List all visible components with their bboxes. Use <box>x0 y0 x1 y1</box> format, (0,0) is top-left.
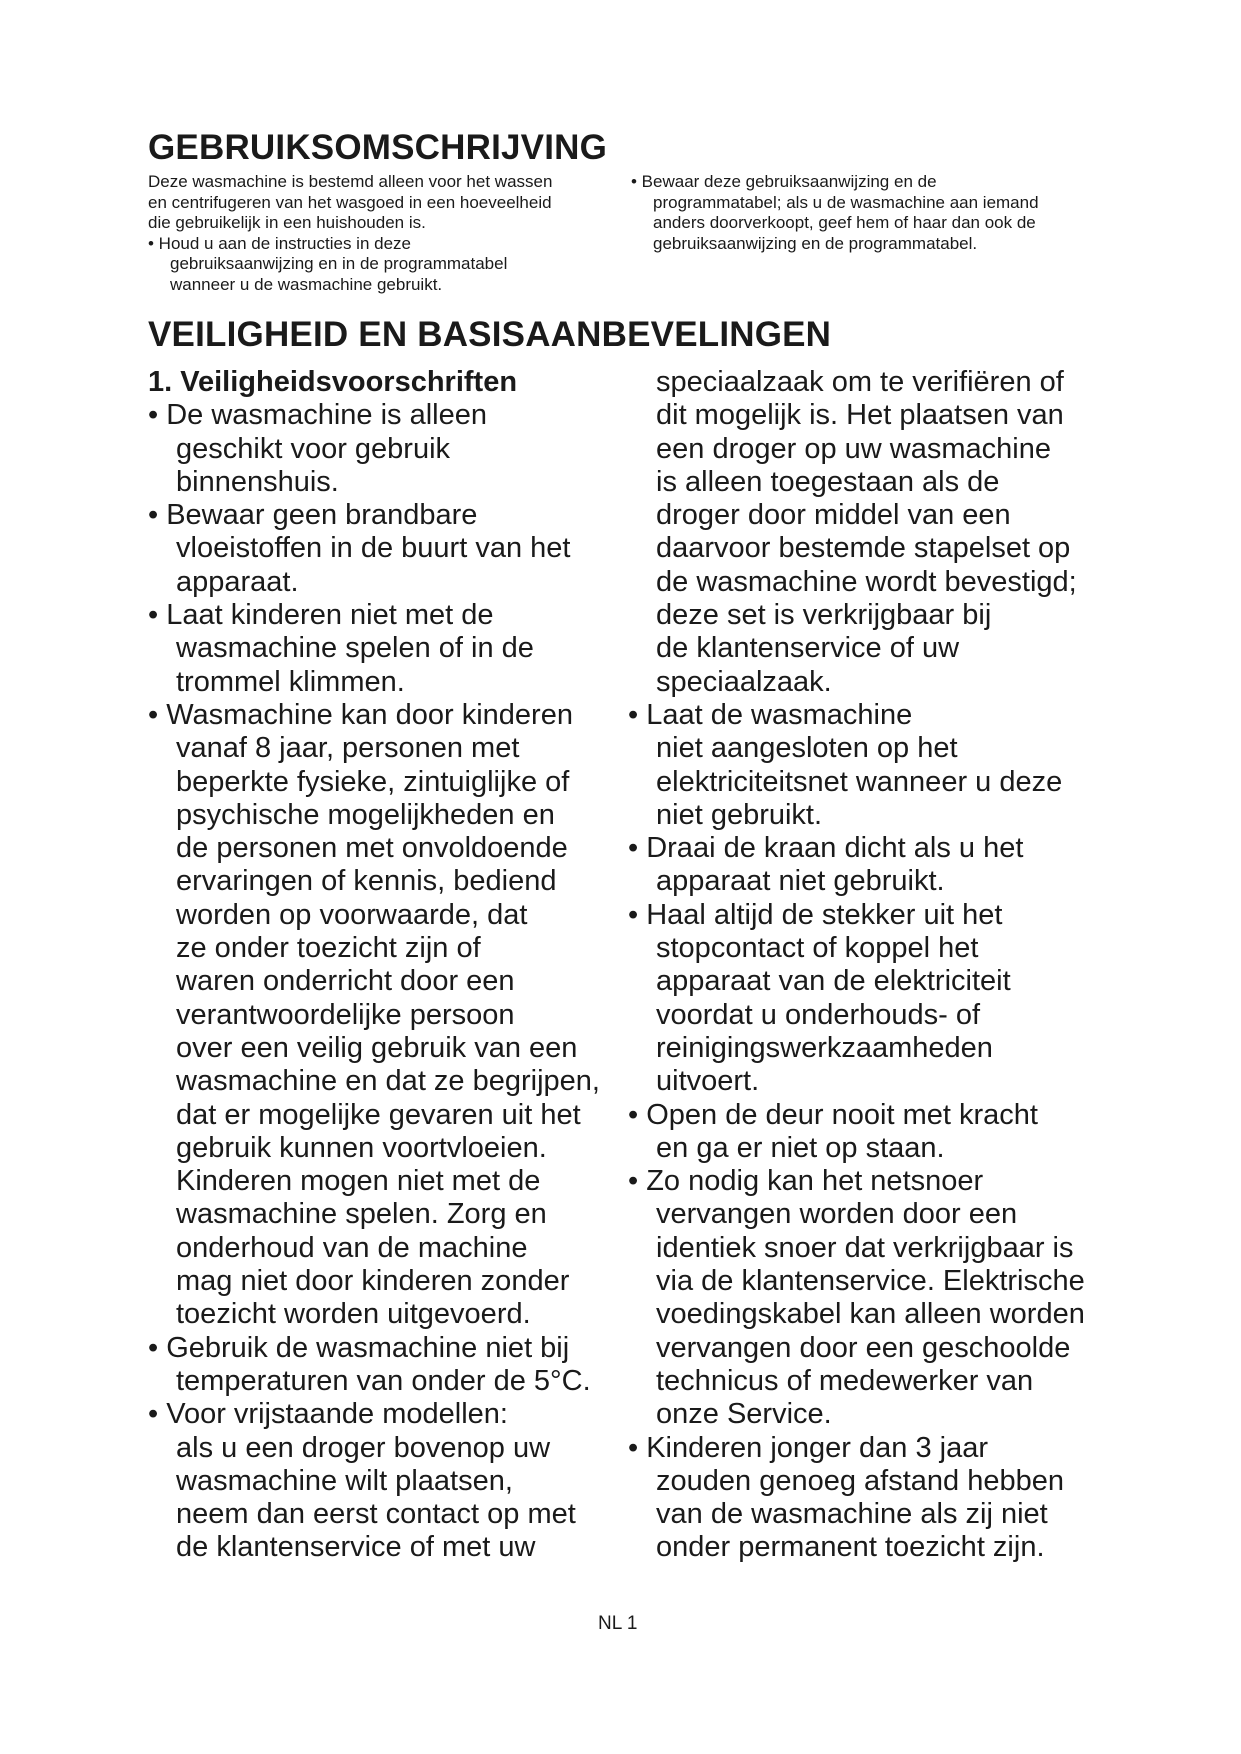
text-line: de wasmachine wordt bevestigd; <box>656 565 1077 598</box>
bullet-line: • Kinderen jonger dan 3 jaar <box>628 1431 989 1464</box>
text-line: binnenshuis. <box>176 465 339 498</box>
bullet-line: • Wasmachine kan door kinderen <box>148 698 573 731</box>
text-line: apparaat van de elektriciteit <box>656 965 1011 998</box>
page-number: NL 1 <box>598 1613 638 1634</box>
text-line: gebruiksaanwijzing en in de programmatabel <box>170 254 508 273</box>
text-line: worden op voorwaarde, dat <box>176 898 528 931</box>
text-line: programmatabel; als u de wasmachine aan iemand <box>653 192 1039 212</box>
text-line: dat er mogelijke gevaren uit het <box>176 1098 581 1131</box>
bullet-line: • Zo nodig kan het netsnoer <box>628 1165 984 1198</box>
text-line: wasmachine en dat ze begrijpen, <box>176 1065 600 1098</box>
text-line: uitvoert. <box>656 1065 760 1098</box>
bullet-line: • Draai de kraan dicht als u het <box>628 832 1024 865</box>
text-line: elektriciteitsnet wanneer u deze <box>656 765 1063 798</box>
text-line: niet aangesloten op het <box>656 732 958 765</box>
text-line: vanaf 8 jaar, personen met <box>176 732 520 765</box>
safety-left-column <box>148 366 628 1565</box>
text-line: niet gebruikt. <box>656 798 823 831</box>
text-line: de klantenservice of uw <box>656 632 960 665</box>
text-line: daarvoor bestemde stapelset op <box>656 532 1071 565</box>
text-line: de klantenservice of met uw <box>176 1531 536 1564</box>
text-line: wasmachine wilt plaatsen, <box>176 1464 513 1497</box>
text-line: dit mogelijk is. Het plaatsen van <box>656 399 1064 432</box>
bullet-line: • Laat kinderen niet met de <box>148 599 494 632</box>
text-line: een droger op uw wasmachine <box>656 432 1051 465</box>
text-line: stopcontact of koppel het <box>656 932 979 965</box>
text-line: apparaat. <box>176 565 299 598</box>
text-line: zouden genoeg afstand hebben <box>656 1464 1064 1497</box>
text-line: die gebruikelijk in een huishouden is. <box>148 213 426 232</box>
text-line: gebruiksaanwijzing en de programmatabel. <box>653 233 978 253</box>
bullet-line: • Voor vrijstaande modellen: <box>148 1398 508 1431</box>
bullet-line: • Bewaar deze gebruiksaanwijzing en de <box>631 172 937 191</box>
text-line: identiek snoer dat verkrijgbaar is <box>656 1231 1074 1264</box>
text-line: anders doorverkoopt, geef hem of haar dan ook de <box>653 213 1036 232</box>
text-line: neem dan eerst contact op met <box>176 1498 576 1531</box>
bullet-line: • Haal altijd de stekker uit het <box>628 898 1003 931</box>
text-line: Deze wasmachine is bestemd alleen voor het wassen <box>148 172 553 191</box>
text-line: apparaat niet gebruikt. <box>656 865 945 898</box>
subsection-title: 1. Veiligheidsvoorschriften <box>148 366 518 398</box>
bullet-line: • Gebruik de wasmachine niet bij <box>148 1331 570 1364</box>
text-line: de personen met onvoldoende <box>176 832 568 865</box>
text-line: via de klantenservice. Elektrische <box>656 1265 1085 1298</box>
text-line: wasmachine spelen. Zorg en <box>176 1198 547 1231</box>
text-line: psychische mogelijkheden en <box>176 798 555 831</box>
bullet-line: • Bewaar geen brandbare <box>148 499 478 532</box>
text-line: onder permanent toezicht zijn. <box>656 1531 1045 1564</box>
text-line: reinigingswerkzaamheden <box>656 1031 993 1064</box>
text-line: gebruik kunnen voortvloeien. <box>176 1131 547 1164</box>
bullet-line: • Houd u aan de instructies in deze <box>148 233 412 253</box>
bullet-line: • Laat de wasmachine <box>628 698 913 731</box>
text-line: mag niet door kinderen zonder <box>176 1265 570 1298</box>
text-line: ervaringen of kennis, bediend <box>176 865 557 898</box>
text-line: vloeistoffen in de buurt van het <box>176 532 571 565</box>
section-title-safety: VEILIGHEID EN BASISAANBEVELINGEN <box>148 315 832 354</box>
text-line: trommel klimmen. <box>176 665 405 698</box>
text-line: verantwoordelijke persoon <box>176 998 515 1031</box>
safety-right-column <box>628 366 1128 1565</box>
text-line: speciaalzaak. <box>656 665 832 698</box>
text-line: waren onderricht door een <box>176 965 515 998</box>
text-line: voedingskabel kan alleen worden <box>656 1298 1085 1331</box>
text-line: van de wasmachine als zij niet <box>656 1498 1048 1531</box>
text-line: wasmachine spelen of in de <box>176 632 534 665</box>
text-line: is alleen toegestaan als de <box>656 465 1000 498</box>
text-line: deze set is verkrijgbaar bij <box>656 599 992 632</box>
text-line: technicus of medewerker van <box>656 1364 1034 1397</box>
text-line: temperaturen van onder de 5°C. <box>176 1364 591 1397</box>
bullet-line: • De wasmachine is alleen <box>148 399 487 432</box>
section-title-usage: GEBRUIKSOMSCHRIJVING <box>148 128 608 167</box>
text-line: vervangen worden door een <box>656 1198 1018 1231</box>
bullet-line: • Open de deur nooit met kracht <box>628 1098 1038 1131</box>
text-line: wanneer u de wasmachine gebruikt. <box>170 274 443 294</box>
text-line: onderhoud van de machine <box>176 1231 528 1264</box>
text-line: geschikt voor gebruik <box>176 432 451 465</box>
text-line: Kinderen mogen niet met de <box>176 1165 541 1198</box>
text-line: als u een droger bovenop uw <box>176 1431 551 1464</box>
text-line: vervangen door een geschoolde <box>656 1331 1071 1364</box>
text-line: onze Service. <box>656 1398 832 1431</box>
usage-right-column <box>631 172 1101 254</box>
text-line: en ga er niet op staan. <box>656 1131 945 1164</box>
text-line: en centrifugeren van het wasgoed in een hoeveelheid <box>148 192 552 212</box>
text-line: toezicht worden uitgevoerd. <box>176 1298 531 1331</box>
usage-left-column <box>148 172 608 295</box>
text-line: over een veilig gebruik van een <box>176 1031 578 1064</box>
text-line: beperkte fysieke, zintuiglijke of <box>176 765 570 798</box>
text-line: voordat u onderhouds- of <box>656 998 981 1031</box>
text-line: ze onder toezicht zijn of <box>176 932 481 965</box>
text-line: droger door middel van een <box>656 499 1011 532</box>
text-line: speciaalzaak om te verifiëren of <box>656 366 1064 398</box>
